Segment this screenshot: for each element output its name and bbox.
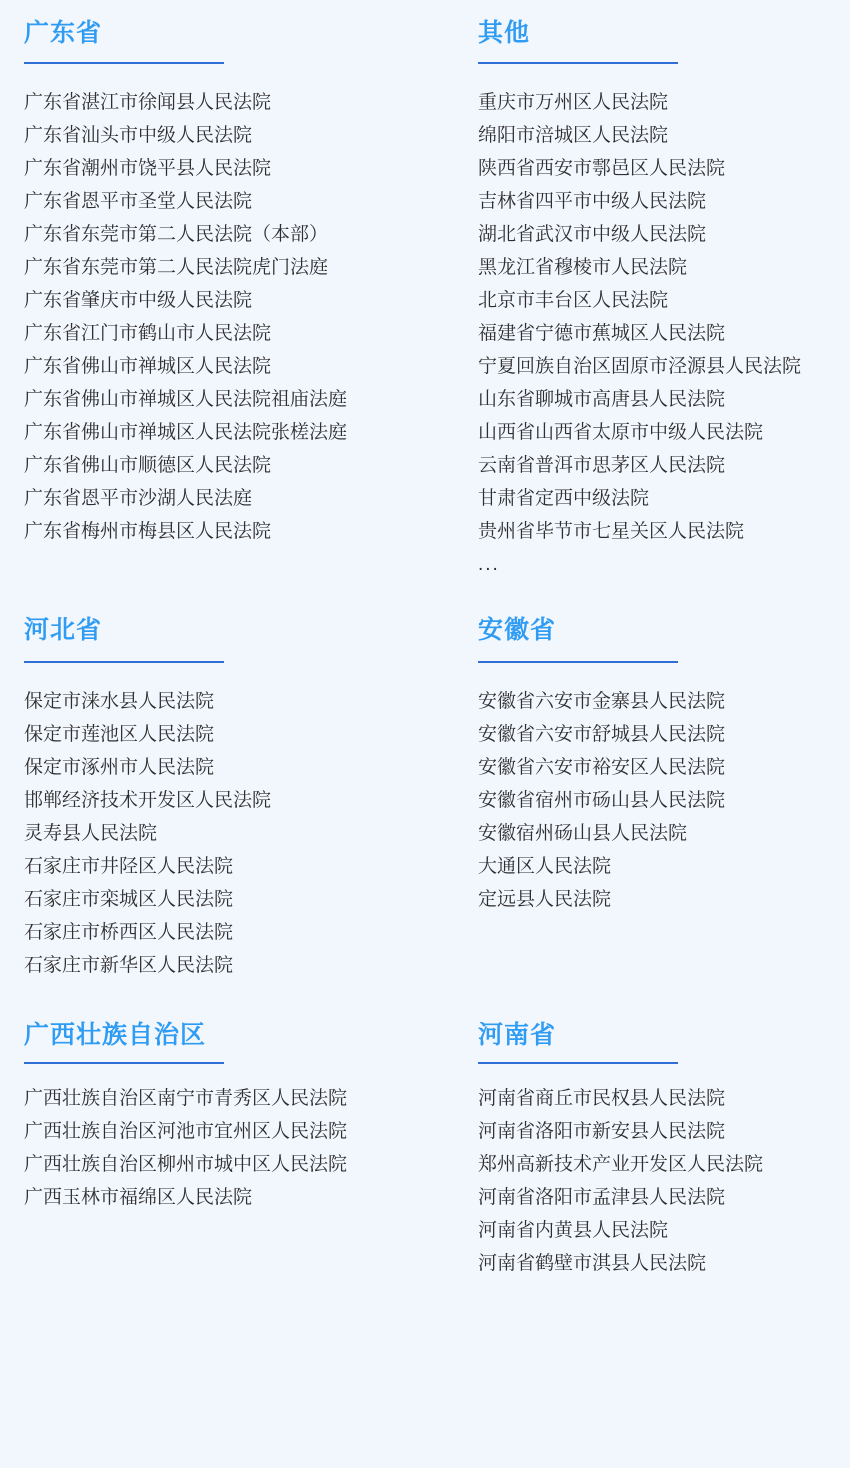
list-item[interactable]: 广东省佛山市顺德区人民法院 [24,455,272,476]
list-item[interactable]: 广东省肇庆市中级人民法院 [24,290,253,311]
list-item[interactable]: 安徽省六安市金寨县人民法院 [478,691,726,712]
list-item[interactable]: 云南省普洱市思茅区人民法院 [478,455,726,476]
title-divider [24,1062,224,1064]
list-item[interactable]: 广东省江门市鹤山市人民法院 [24,323,272,344]
list-item[interactable]: 河南省洛阳市新安县人民法院 [478,1121,726,1142]
more-indicator: ... [478,554,500,575]
list-item[interactable]: 石家庄市栾城区人民法院 [24,889,234,910]
list-item[interactable]: 湖北省武汉市中级人民法院 [478,224,707,245]
list-item[interactable]: 福建省宁德市蕉城区人民法院 [478,323,726,344]
section-title: 河北省 [24,616,103,644]
section-title: 广西壮族自治区 [24,1021,207,1049]
list-item[interactable]: 黑龙江省穆棱市人民法院 [478,257,688,278]
section-anhui [454,615,826,982]
section-other [454,18,826,581]
section-row-1 [24,18,826,591]
court-list [478,1082,826,1280]
list-item[interactable]: 大通区人民法院 [478,856,612,877]
court-list [478,86,826,548]
list-item[interactable]: 广东省湛江市徐闻县人民法院 [24,92,272,113]
court-list [24,1082,444,1214]
list-item[interactable]: 广东省恩平市圣堂人民法院 [24,191,253,212]
list-item[interactable]: 邯郸经济技术开发区人民法院 [24,790,272,811]
list-item[interactable]: 广东省汕头市中级人民法院 [24,125,253,146]
list-item[interactable]: 陕西省西安市鄠邑区人民法院 [478,158,726,179]
title-divider [478,1062,678,1064]
list-item[interactable]: 贵州省毕节市七星关区人民法院 [478,521,745,542]
list-item[interactable]: 山东省聊城市高唐县人民法院 [478,389,726,410]
list-item[interactable]: 广西壮族自治区南宁市青秀区人民法院 [24,1088,348,1109]
section-title: 河南省 [478,1021,557,1049]
list-item[interactable]: 重庆市万州区人民法院 [478,92,669,113]
list-item[interactable]: 吉林省四平市中级人民法院 [478,191,707,212]
list-item[interactable]: 广东省佛山市禅城区人民法院 [24,356,272,377]
list-item[interactable]: 郑州高新技术产业开发区人民法院 [478,1154,764,1175]
list-item[interactable]: 广东省佛山市禅城区人民法院张槎法庭 [24,422,348,443]
court-list [24,86,444,548]
list-item[interactable]: 北京市丰台区人民法院 [478,290,669,311]
section-guangxi [24,1020,444,1280]
list-item[interactable]: 甘肃省定西中级法院 [478,488,650,509]
list-item[interactable]: 保定市莲池区人民法院 [24,724,215,745]
list-item[interactable]: 广东省佛山市禅城区人民法院祖庙法庭 [24,389,348,410]
list-item[interactable]: 广西玉林市福绵区人民法院 [24,1187,253,1208]
list-item[interactable]: 定远县人民法院 [478,889,612,910]
list-item[interactable]: 广西壮族自治区柳州市城中区人民法院 [24,1154,348,1175]
section-hebei [24,615,444,982]
list-item[interactable]: 保定市涿州市人民法院 [24,757,215,778]
section-title: 其他 [478,19,531,47]
list-item[interactable]: 河南省商丘市民权县人民法院 [478,1088,726,1109]
title-divider [24,661,224,663]
court-list [24,685,444,982]
list-item[interactable]: 广东省恩平市沙湖人民法庭 [24,488,253,509]
list-item[interactable]: 广东省东莞市第二人民法院虎门法庭 [24,257,329,278]
list-item[interactable]: 石家庄市桥西区人民法院 [24,922,234,943]
section-row-3 [24,1020,826,1290]
list-item[interactable]: 广东省梅州市梅县区人民法院 [24,521,272,542]
court-list [478,685,826,916]
list-item[interactable]: 安徽省宿州市砀山县人民法院 [478,790,726,811]
list-item[interactable]: 河南省内黄县人民法院 [478,1220,669,1241]
list-item[interactable]: 安徽省六安市舒城县人民法院 [478,724,726,745]
title-divider [478,62,678,64]
list-item[interactable]: 保定市涞水县人民法院 [24,691,215,712]
section-title: 安徽省 [478,616,557,644]
list-item[interactable]: 绵阳市涪城区人民法院 [478,125,669,146]
list-item[interactable]: 广东省潮州市饶平县人民法院 [24,158,272,179]
title-divider [478,661,678,663]
list-item[interactable]: 广东省东莞市第二人民法院（本部） [24,224,329,245]
list-item[interactable]: 宁夏回族自治区固原市泾源县人民法院 [478,356,802,377]
section-row-2 [24,615,826,992]
section-title: 广东省 [24,19,103,47]
list-item[interactable]: 灵寿县人民法院 [24,823,158,844]
list-item[interactable]: 安徽宿州砀山县人民法院 [478,823,688,844]
title-divider [24,62,224,64]
list-item[interactable]: 石家庄市井陉区人民法院 [24,856,234,877]
list-item[interactable]: 石家庄市新华区人民法院 [24,955,234,976]
list-item[interactable]: 广西壮族自治区河池市宜州区人民法院 [24,1121,348,1142]
section-guangdong [24,18,444,581]
list-item[interactable]: 河南省洛阳市孟津县人民法院 [478,1187,726,1208]
section-henan [454,1020,826,1280]
list-item[interactable]: 河南省鹤壁市淇县人民法院 [478,1253,707,1274]
list-item[interactable]: 山西省山西省太原市中级人民法院 [478,422,764,443]
list-item[interactable]: 安徽省六安市裕安区人民法院 [478,757,726,778]
